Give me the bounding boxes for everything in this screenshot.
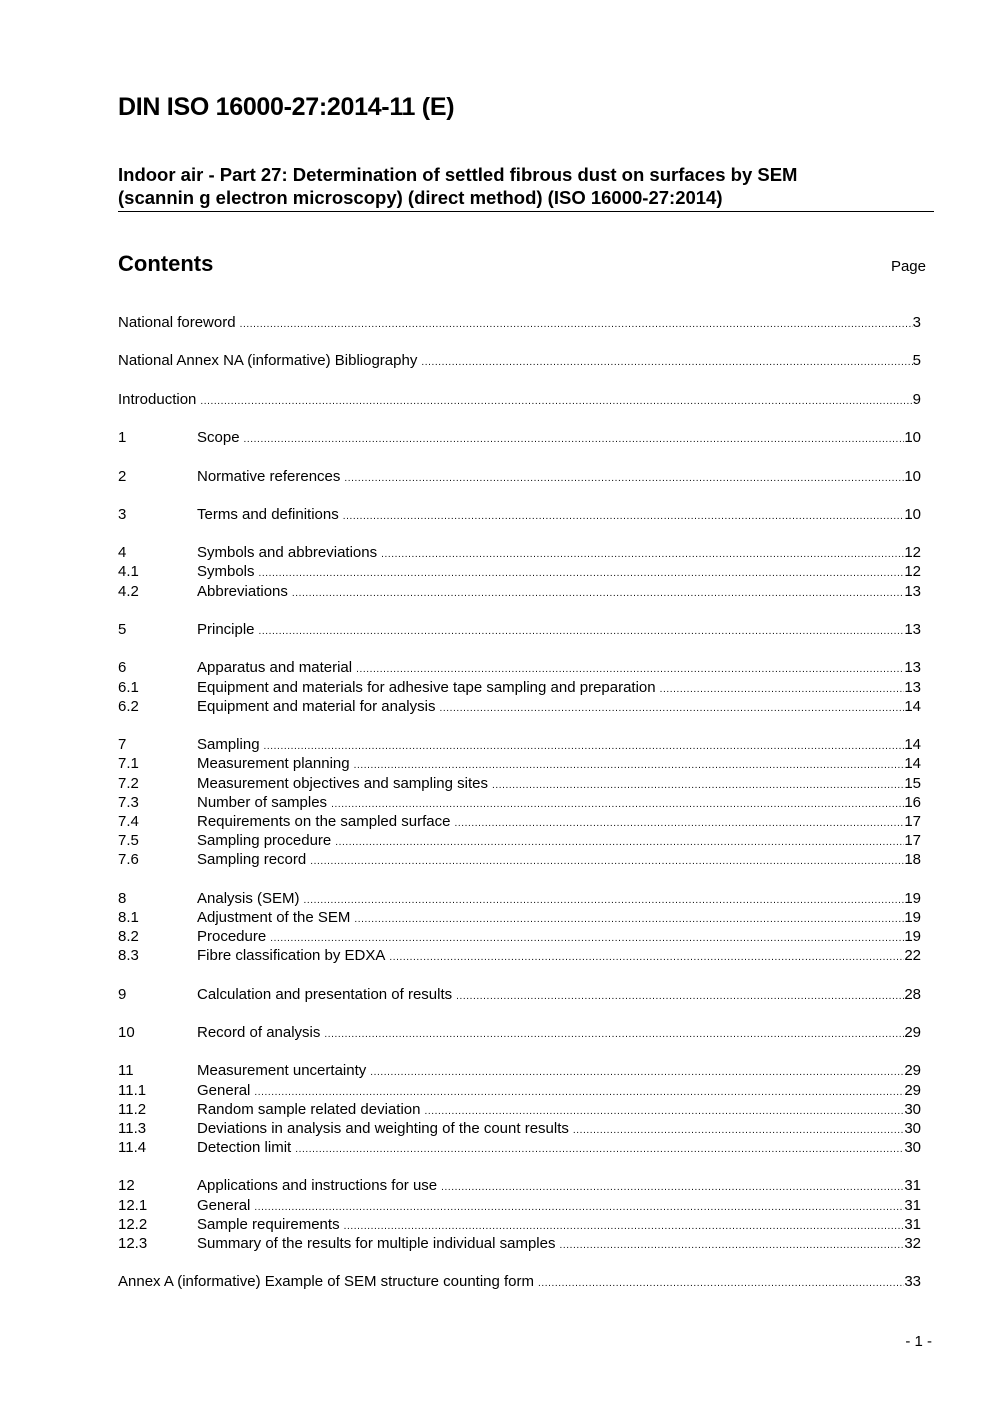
toc-entry-title: National foreword <box>118 314 236 331</box>
toc-entry[interactable] <box>118 890 921 909</box>
toc-dot-leader <box>573 1125 904 1136</box>
toc-entry-page: 15 <box>904 774 921 792</box>
toc-entry-title: General <box>197 1081 251 1099</box>
toc-entry-page: 30 <box>904 1119 921 1137</box>
toc-entry-number: 11.2 <box>118 1100 147 1118</box>
toc-dot-leader <box>344 473 904 484</box>
toc-dot-leader <box>381 549 904 560</box>
toc-dot-leader <box>454 818 904 829</box>
toc-entry-title: Apparatus and material <box>197 659 353 677</box>
toc-entry-page: 19 <box>904 908 921 926</box>
toc-dot-leader <box>389 952 904 963</box>
toc-dot-leader <box>295 1144 904 1155</box>
toc-entry-page: 14 <box>904 736 921 754</box>
toc-entry-page: 32 <box>904 1235 921 1252</box>
toc-dot-leader <box>538 1278 904 1289</box>
document-id: DIN ISO 16000-27:2014-11 (E) <box>118 93 455 121</box>
toc-entry-number: 1 <box>118 429 127 447</box>
subtitle-line-2: (scannin g electron microscopy) (direct method) (ISO 16000-27:2014) <box>118 187 723 208</box>
toc-entry[interactable] <box>118 1062 921 1081</box>
toc-entry-title: National Annex NA (informative) Bibliography <box>118 352 418 370</box>
toc-entry-title: Measurement uncertainty <box>197 1062 367 1080</box>
toc-entry-number: 7.3 <box>118 793 139 811</box>
toc-entry[interactable] <box>118 621 921 640</box>
toc-entry-title: Number of samples <box>197 793 328 811</box>
toc-entry-page: 10 <box>904 505 921 523</box>
toc-entry-page: 30 <box>904 1100 921 1118</box>
toc-entry-title: Random sample related deviation <box>197 1100 421 1118</box>
toc-dot-leader <box>660 684 905 695</box>
toc-entry-title: Symbols and abbreviations <box>197 544 378 562</box>
toc-dot-leader <box>244 434 905 445</box>
table-of-contents <box>118 314 921 1293</box>
toc-entry-title: Applications and instructions for use <box>197 1177 438 1195</box>
toc-entry-title: Measurement planning <box>197 755 350 773</box>
toc-entry-title: Requirements on the sampled surface <box>197 812 451 830</box>
toc-entry-number: 11 <box>118 1062 134 1080</box>
toc-dot-leader <box>259 626 905 637</box>
toc-entry-page: 5 <box>912 352 921 370</box>
toc-entry-page: 19 <box>904 889 921 907</box>
toc-entry-title: Annex A (informative) Example of SEM structure counting form <box>118 1273 535 1291</box>
toc-dot-leader <box>264 741 905 752</box>
toc-entry[interactable] <box>118 986 921 1005</box>
toc-dot-leader <box>310 856 904 867</box>
toc-entry-page: 17 <box>904 832 921 850</box>
toc-dot-leader <box>439 703 904 714</box>
toc-dot-leader <box>254 1087 904 1098</box>
toc-entry-title: Sampling procedure <box>197 832 332 850</box>
toc-entry-title: Record of analysis <box>197 1023 321 1041</box>
toc-entry-page: 12 <box>904 544 921 562</box>
toc-entry[interactable] <box>118 832 921 851</box>
toc-entry[interactable] <box>118 1235 921 1254</box>
toc-entry-number: 7.1 <box>118 755 139 773</box>
toc-entry-number: 11.1 <box>118 1081 147 1099</box>
toc-dot-leader <box>259 568 905 579</box>
subtitle-line-1: Indoor air - Part 27: Determination of settled fibrous dust on surfaces by SEM <box>118 164 798 185</box>
toc-entry-page: 13 <box>904 582 921 600</box>
toc-entry-title: Principle <box>197 621 255 638</box>
toc-entry[interactable] <box>118 391 921 410</box>
toc-entry-number: 6 <box>118 659 127 677</box>
toc-dot-leader <box>421 357 912 368</box>
toc-entry-title: Analysis (SEM) <box>197 889 300 907</box>
toc-entry[interactable] <box>118 775 921 794</box>
document-subtitle <box>118 163 934 212</box>
toc-entry-title: Sample requirements <box>197 1215 340 1233</box>
toc-dot-leader <box>456 991 904 1002</box>
toc-entry-title: Deviations in analysis and weighting of the count results <box>197 1119 569 1137</box>
toc-entry-number: 12.1 <box>118 1196 148 1214</box>
toc-entry-page: 18 <box>904 851 921 869</box>
toc-entry-page: 29 <box>904 1081 921 1099</box>
toc-entry-title: Equipment and materials for adhesive tape sampling and preparation <box>197 678 656 696</box>
toc-dot-leader <box>356 664 904 675</box>
toc-entry-number: 8 <box>118 889 127 907</box>
toc-entry-number: 6.2 <box>118 697 139 715</box>
toc-dot-leader <box>324 1029 904 1040</box>
toc-entry-title: Summary of the results for multiple individual samples <box>197 1235 556 1252</box>
toc-entry-title: Procedure <box>197 928 267 945</box>
toc-entry[interactable] <box>118 563 921 582</box>
toc-entry-number: 9 <box>118 985 127 1003</box>
toc-entry[interactable] <box>118 314 921 333</box>
toc-entry[interactable] <box>118 679 921 698</box>
toc-entry[interactable] <box>118 794 921 813</box>
toc-entry-title: Introduction <box>118 390 197 408</box>
toc-entry-page: 31 <box>904 1215 921 1233</box>
toc-entry-number: 6.1 <box>118 678 139 696</box>
toc-entry[interactable] <box>118 1273 921 1292</box>
toc-entry-title: Scope <box>197 429 240 447</box>
toc-entry-page: 19 <box>904 928 921 945</box>
page-column-label: Page <box>890 258 926 275</box>
toc-entry-number: 7.6 <box>118 851 139 869</box>
toc-entry[interactable] <box>118 583 921 602</box>
toc-entry-page: 33 <box>904 1273 921 1291</box>
toc-entry-title: Terms and definitions <box>197 505 339 523</box>
toc-dot-leader <box>559 1240 904 1251</box>
toc-entry-title: Sampling <box>197 736 260 754</box>
toc-entry[interactable] <box>118 851 921 870</box>
toc-entry-page: 29 <box>904 1023 921 1041</box>
toc-entry[interactable] <box>118 736 921 755</box>
toc-entry[interactable] <box>118 698 921 717</box>
toc-dot-leader <box>424 1106 904 1117</box>
toc-entry[interactable] <box>118 928 921 947</box>
toc-entry-number: 4 <box>118 544 127 562</box>
toc-entry-number: 3 <box>118 505 127 523</box>
toc-entry[interactable] <box>118 506 921 525</box>
toc-dot-leader <box>304 895 905 906</box>
toc-entry-number: 8.3 <box>118 947 139 965</box>
toc-dot-leader <box>343 511 905 522</box>
toc-entry-number: 7.4 <box>118 812 139 830</box>
toc-entry-number: 4.1 <box>118 563 139 581</box>
toc-entry[interactable] <box>118 1139 921 1158</box>
toc-dot-leader <box>335 837 904 848</box>
toc-entry-title: General <box>197 1196 251 1214</box>
toc-dot-leader <box>354 914 904 925</box>
toc-entry-page: 14 <box>904 697 921 715</box>
toc-entry[interactable] <box>118 1216 921 1235</box>
toc-entry-title: Fibre classification by EDXA <box>197 947 386 965</box>
toc-entry-number: 11.3 <box>118 1119 147 1137</box>
toc-dot-leader <box>344 1221 905 1232</box>
toc-entry-title: Detection limit <box>197 1139 292 1157</box>
page-number: - 1 - <box>905 1333 932 1350</box>
toc-entry-title: Sampling record <box>197 851 307 869</box>
toc-entry-title: Adjustment of the SEM <box>197 908 351 926</box>
toc-entry-page: 13 <box>904 659 921 677</box>
toc-dot-leader <box>200 396 912 407</box>
toc-entry[interactable] <box>118 1197 921 1216</box>
toc-entry[interactable] <box>118 1177 921 1196</box>
toc-dot-leader <box>240 319 913 330</box>
toc-entry-page: 10 <box>904 429 921 447</box>
toc-entry-title: Equipment and material for analysis <box>197 697 436 715</box>
toc-entry-number: 8.1 <box>118 908 139 926</box>
toc-entry-number: 7.2 <box>118 774 139 792</box>
toc-entry-title: Normative references <box>197 467 341 485</box>
toc-entry[interactable] <box>118 813 921 832</box>
toc-entry-page: 16 <box>904 793 921 811</box>
toc-entry[interactable] <box>118 659 921 678</box>
toc-entry-page: 22 <box>904 947 921 965</box>
toc-entry-page: 12 <box>904 563 921 581</box>
toc-entry-number: 11.4 <box>118 1139 147 1157</box>
toc-entry-page: 31 <box>904 1177 921 1195</box>
toc-entry[interactable] <box>118 1082 921 1101</box>
toc-entry-number: 8.2 <box>118 928 139 945</box>
toc-entry[interactable] <box>118 947 921 966</box>
toc-entry-page: 13 <box>904 621 921 638</box>
contents-heading: Contents <box>118 251 214 276</box>
toc-entry-page: 14 <box>904 755 921 773</box>
toc-entry[interactable] <box>118 755 921 774</box>
toc-entry-title: Calculation and presentation of results <box>197 985 453 1003</box>
toc-dot-leader <box>331 799 904 810</box>
toc-entry-title: Abbreviations <box>197 582 288 600</box>
toc-entry-number: 7 <box>118 736 127 754</box>
toc-entry-number: 7.5 <box>118 832 139 850</box>
toc-entry-page: 9 <box>912 390 921 408</box>
toc-entry-number: 2 <box>118 467 127 485</box>
toc-entry-number: 5 <box>118 621 127 638</box>
toc-entry[interactable] <box>118 468 921 487</box>
toc-entry-page: 13 <box>904 678 921 696</box>
toc-entry[interactable] <box>118 544 921 563</box>
toc-entry[interactable] <box>118 352 921 371</box>
toc-entry-page: 28 <box>904 985 921 1003</box>
toc-entry[interactable] <box>118 1120 921 1139</box>
toc-entry-title: Symbols <box>197 563 255 581</box>
toc-entry[interactable] <box>118 909 921 928</box>
toc-entry[interactable] <box>118 1024 921 1043</box>
toc-entry-number: 12.3 <box>118 1235 148 1252</box>
toc-dot-leader <box>254 1202 904 1213</box>
toc-dot-leader <box>270 933 904 944</box>
toc-entry-page: 10 <box>904 467 921 485</box>
toc-dot-leader <box>292 588 904 599</box>
toc-entry-page: 30 <box>904 1139 921 1157</box>
toc-entry-page: 3 <box>912 314 921 331</box>
toc-entry-page: 31 <box>904 1196 921 1214</box>
toc-entry[interactable] <box>118 1101 921 1120</box>
toc-entry-number: 12 <box>118 1177 135 1195</box>
toc-entry-number: 12.2 <box>118 1215 148 1233</box>
toc-dot-leader <box>370 1067 904 1078</box>
toc-dot-leader <box>441 1182 904 1193</box>
toc-entry-title: Measurement objectives and sampling sites <box>197 774 488 792</box>
toc-dot-leader <box>492 780 904 791</box>
toc-entry-page: 17 <box>904 812 921 830</box>
toc-entry-number: 10 <box>118 1023 135 1041</box>
toc-entry-page: 29 <box>904 1062 921 1080</box>
toc-entry-number: 4.2 <box>118 582 139 600</box>
toc-dot-leader <box>354 760 905 771</box>
toc-entry[interactable] <box>118 429 921 448</box>
